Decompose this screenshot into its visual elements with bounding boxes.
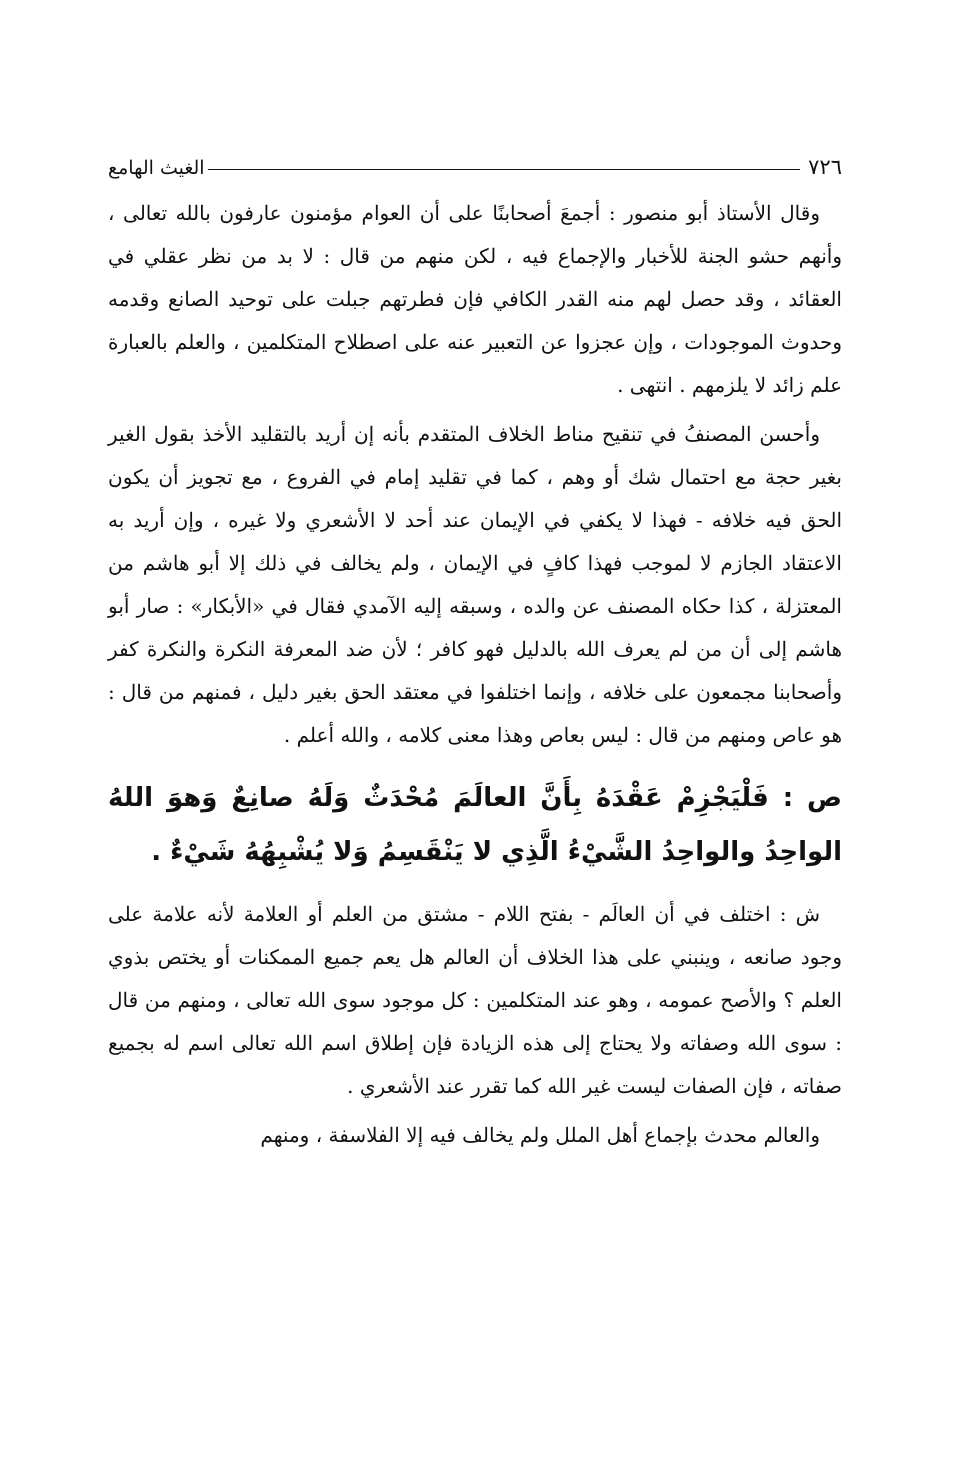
paragraph-sharh-alam: ش : اختلف في أن العالَم - بفتح اللام - مشتق من العلم أو العلامة لأنه علامة على وجود صانعه ، وينبني على هذا الخلاف أن العالم هل يعم جميع الممكنات أو يختص بذوي العلم ؟ والأصح عمومه ، وهو عند المتكلمين : كل موجود سوى الله تعالى ، ومنهم من قال : سوى الله وصفاته ولا يحتاج إلى هذه الزيادة فإن إطلاق اسم الله تعالى اسم له بجميع صفاته ، فإن الصفات ليست غير الله كما تقرر عند الأشعري . xyxy=(108,902,842,1098)
page-header xyxy=(108,140,842,184)
running-title: الغيث الهامع xyxy=(108,157,205,179)
matn-text: ص : فَلْيَجْزِمْ عَقْدَهُ بِأَنَّ العالَمَ مُحْدَثٌ وَلَهُ صانِعٌ وَهوَ اللهُ الواحِدُ والواحِدُ الشَّيْءُ الَّذِي لا يَنْقَسِمُ وَلا يُشْبِهُهُ شَيْءٌ . xyxy=(108,783,842,867)
header-rule xyxy=(208,169,800,170)
page-number: ٧٢٦ xyxy=(808,155,842,179)
paragraph-abu-mansur: وقال الأستاذ أبو منصور : أجمعَ أصحابنًا على أن العوام مؤمنون عارفون بالله تعالى ، وأنهم حشو الجنة للأخبار والإجماع فيه ، لكن منهم من قال : لا بد من نظر عقلي في العقائد ، وقد حصل لهم منه القدر الكافي فإن فطرتهم جبلت على توحيد الصانع وقدمه وحدوث الموجودات ، وإن عجزوا عن التعبير عنه على اصطلاح المتكلمين ، والعلم بالعبارة علم زائد لا يلزمهم . انتهى . xyxy=(108,201,842,397)
paragraph-taqlid: وأحسن المصنفُ في تنقيح مناط الخلاف المتقدم بأنه إن أريد بالتقليد الأخذ بقول الغير بغير حجة مع احتمال شك أو وهم ، كما في تقليد إمام في الفروع ، مع تجويز أن يكون الحق فيه خلافه - فهذا لا يكفي في الإيمان عند أحد لا الأشعري ولا غيره ، وإن أريد به الاعتقاد الجازم لا لموجب فهذا كافٍ في الإيمان ، ولم يخالف في ذلك إلا أبو هاشم من المعتزلة ، كذا حكاه المصنف عن والده ، وسبقه إليه الآمدي فقال في «الأبكار» : صار أبو هاشم إلى أن من لم يعرف الله بالدليل فهو كافر ؛ لأن ضد المعرفة النكرة والنكرة كفر وأصحابنا مجمعون على خلافه ، وإنما اختلفوا في معتقد الحق بغير دليل ، فمنهم من قال : هو عاص ومنهم من قال : ليس بعاص وهذا معنى كلامه ، والله أعلم . xyxy=(108,422,842,747)
book-page xyxy=(108,140,842,1157)
paragraph-alam-muhdath: والعالم محدث بإجماع أهل الملل ولم يخالف فيه إلا الفلاسفة ، ومنهم xyxy=(260,1123,820,1147)
